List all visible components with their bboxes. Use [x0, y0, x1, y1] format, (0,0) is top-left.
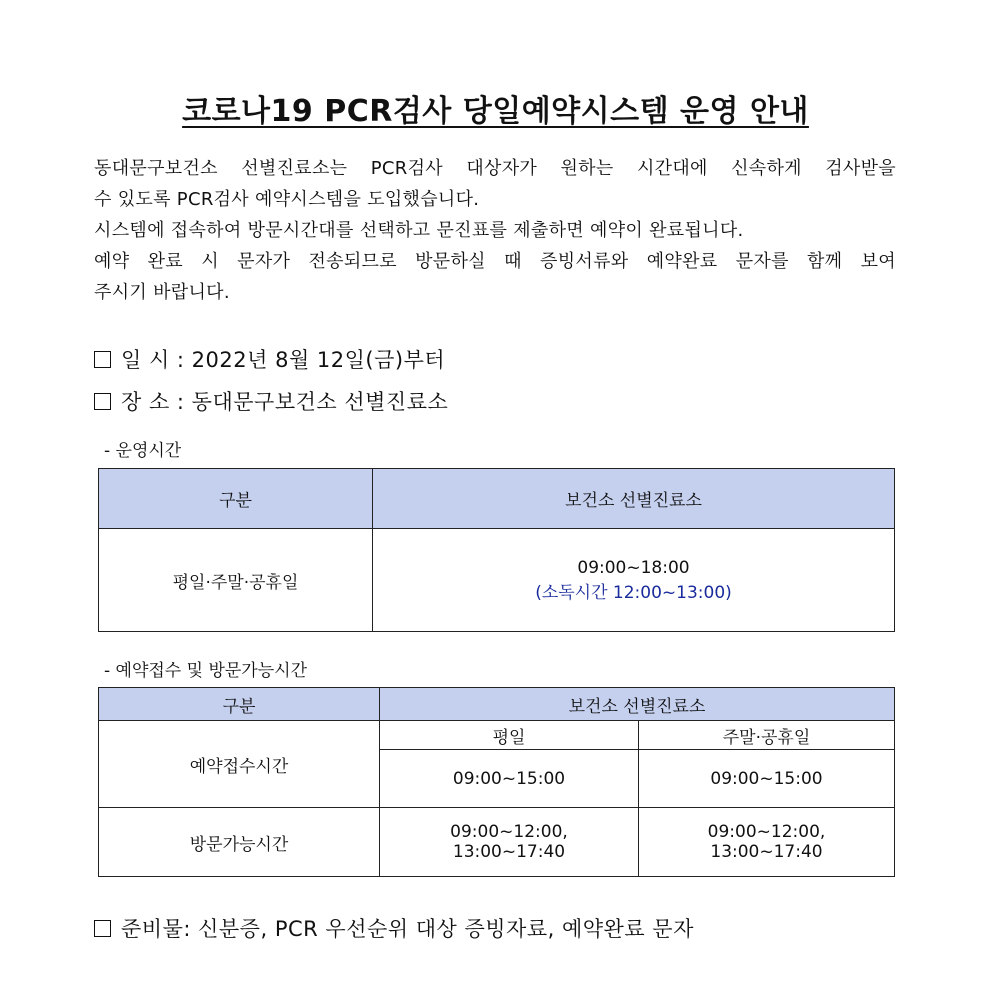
sub-header-weekend: 주말·공휴일	[639, 721, 895, 750]
time-cell	[380, 750, 639, 808]
checkbox-square-icon	[94, 920, 111, 937]
row-label: 방문가능시간	[99, 808, 380, 877]
table-header: 보건소 선별진료소	[380, 688, 895, 721]
intro-line: 수 있도록 PCR검사 예약시스템을 도입했습니다.	[94, 189, 480, 210]
table-header: 구분	[99, 688, 380, 721]
intro-line: 시스템에 접속하여 방문시간대를 선택하고 문진표를 제출하면 예약이 완료됩니다.	[94, 220, 744, 241]
row-label: 예약접수시간	[99, 721, 380, 808]
date-bullet	[94, 344, 445, 374]
time-text: 13:00~17:40	[452, 842, 566, 862]
op-hours-table	[98, 468, 895, 632]
intro-line: 예약 완료 시 문자가 전송되므로 방문하실 때 증빙서류와 예약완료 문자를 함께 보여	[94, 251, 896, 272]
intro-text	[94, 153, 896, 308]
op-time: 09:00~18:00	[577, 557, 690, 578]
checkbox-square-icon	[94, 393, 111, 410]
prep-bullet	[94, 913, 694, 943]
table-header: 보건소 선별진료소	[373, 469, 895, 529]
op-hours-cell	[373, 529, 895, 632]
sub-header-weekday: 평일	[380, 721, 639, 750]
time-text: 09:00~15:00	[710, 768, 823, 789]
time-text: 09:00~12:00,	[707, 822, 826, 842]
time-cell	[639, 808, 895, 877]
page-title: 코로나19 PCR검사 당일예약시스템 운영 안내	[182, 94, 809, 129]
time-cell	[380, 808, 639, 877]
reservation-table	[98, 687, 895, 877]
disinfect-time: (소독시간 12:00~13:00)	[535, 582, 732, 603]
intro-line: 동대문구보건소 선별진료소는 PCR검사 대상자가 원하는 시간대에 신속하게 검사받을	[94, 158, 896, 179]
op-hours-heading: - 운영시간	[104, 441, 182, 461]
intro-line: 주시기 바랍니다.	[94, 282, 230, 303]
time-text: 13:00~17:40	[710, 842, 823, 862]
time-text: 09:00~12:00,	[450, 822, 568, 842]
date-line: 일 시 : 2022년 8월 12일(금)부터	[121, 348, 446, 372]
place-bullet	[94, 386, 448, 416]
time-text: 09:00~15:00	[452, 768, 566, 789]
table-header: 구분	[99, 469, 373, 529]
row-label: 평일·주말·공휴일	[99, 529, 373, 632]
prep-line: 준비물: 신분증, PCR 우선순위 대상 증빙자료, 예약완료 문자	[121, 917, 694, 941]
reservation-heading: - 예약접수 및 방문가능시간	[104, 661, 307, 681]
checkbox-square-icon	[94, 351, 111, 368]
time-cell	[639, 750, 895, 808]
place-line: 장 소 : 동대문구보건소 선별진료소	[121, 390, 449, 414]
